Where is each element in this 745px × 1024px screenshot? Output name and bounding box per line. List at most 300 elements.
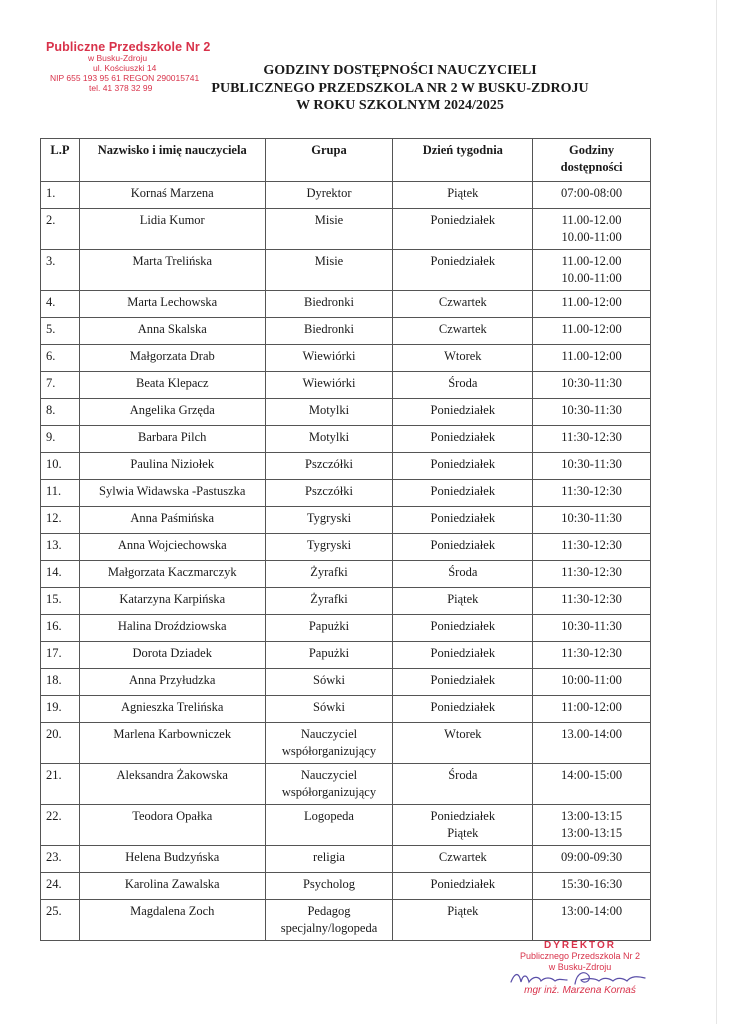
cell-lp: [41, 480, 80, 507]
cell-lp: [41, 588, 80, 615]
cell-group-text: Wiewiórki: [302, 376, 356, 390]
table-row: [41, 480, 651, 507]
cell-day: [393, 805, 533, 846]
cell-hours: [533, 182, 651, 209]
cell-hours: [533, 426, 651, 453]
cell-lp: [41, 561, 80, 588]
cell-group-text: Pszczółki: [305, 457, 353, 471]
cell-hours: [533, 588, 651, 615]
cell-group-text: Motylki: [308, 430, 350, 444]
table-row: [41, 723, 651, 764]
cell-day: [393, 426, 533, 453]
cell-name-text: Aleksandra Żakowska: [116, 768, 228, 782]
cell-group: [265, 696, 393, 723]
cell-name: [79, 764, 265, 805]
cell-group-text: Sówki: [313, 673, 345, 687]
cell-day: [393, 372, 533, 399]
table-row: [41, 873, 651, 900]
cell-group-text: Pedagog: [307, 904, 351, 918]
stamp-name: Publiczne Przedszkole Nr 2: [46, 40, 211, 54]
cell-hours-text: 13.00-14:00: [561, 727, 622, 741]
cell-hours: [533, 669, 651, 696]
cell-day: [393, 250, 533, 291]
cell-hours: [533, 209, 651, 250]
cell-lp-text: 22.: [46, 809, 62, 823]
cell-hours: [533, 561, 651, 588]
cell-day: [393, 615, 533, 642]
cell-name: [79, 642, 265, 669]
cell-lp-text: 11.: [46, 484, 62, 498]
cell-day-text: Poniedziałek: [430, 213, 496, 227]
table-row: [41, 372, 651, 399]
cell-group: [265, 873, 393, 900]
cell-group: [265, 561, 393, 588]
cell-name-text: Magdalena Zoch: [130, 904, 215, 918]
cell-name-text: Beata Klepacz: [135, 376, 209, 390]
cell-name: [79, 561, 265, 588]
title-line-2: PUBLICZNEGO PRZEDSZKOLA NR 2 W BUSKU-ZDROJU: [211, 80, 589, 96]
table-row: [41, 900, 651, 941]
cell-group: [265, 182, 393, 209]
cell-day-text: Poniedziałek: [430, 673, 496, 687]
cell-name: [79, 480, 265, 507]
cell-group: [265, 250, 393, 291]
cell-name-text: Teodora Opałka: [132, 809, 213, 823]
cell-day: [393, 669, 533, 696]
table-row: [41, 669, 651, 696]
cell-name: [79, 723, 265, 764]
signature-name: mgr inż. Marzena Kornaś: [524, 985, 636, 996]
cell-name-text: Barbara Pilch: [138, 430, 207, 444]
cell-day-text: Wtorek: [444, 727, 482, 741]
cell-day: [393, 588, 533, 615]
cell-lp: [41, 182, 80, 209]
cell-hours: [533, 846, 651, 873]
cell-group: [265, 588, 393, 615]
cell-hours-text: 10:30-11:30: [561, 619, 622, 633]
cell-name: [79, 669, 265, 696]
cell-hours-text: 10:30-11:30: [561, 511, 622, 525]
cell-hours: [533, 764, 651, 805]
cell-group-text: Motylki: [308, 403, 350, 417]
cell-hours-text: 13:00-13:15: [561, 809, 623, 823]
cell-group-text: Żyrafki: [310, 565, 348, 579]
cell-name-text: Marta Trelińska: [132, 254, 212, 268]
cell-name-text: Anna Skalska: [137, 322, 207, 336]
cell-day-text: Poniedziałek: [430, 457, 496, 471]
cell-day: [393, 764, 533, 805]
cell-day: [393, 561, 533, 588]
cell-hours-text: 13:00-14:00: [561, 904, 623, 918]
cell-hours: [533, 250, 651, 291]
cell-lp: [41, 453, 80, 480]
cell-day-text: Piątek: [447, 592, 479, 606]
cell-hours: [533, 291, 651, 318]
header-day: Dzień tygodnia: [393, 139, 533, 182]
cell-name: [79, 846, 265, 873]
cell-group-text: Biedronki: [304, 322, 354, 336]
cell-day-text: Piątek: [447, 186, 479, 200]
cell-lp: [41, 345, 80, 372]
cell-lp-text: 17.: [46, 646, 62, 660]
cell-day: [393, 723, 533, 764]
cell-group-text: Wiewiórki: [302, 349, 356, 363]
cell-hours: [533, 372, 651, 399]
table-row: [41, 291, 651, 318]
cell-day: [393, 182, 533, 209]
cell-group-text: Papużki: [308, 646, 350, 660]
cell-lp-text: 20.: [46, 727, 62, 741]
cell-lp: [41, 642, 80, 669]
cell-group: [265, 480, 393, 507]
cell-day: [393, 696, 533, 723]
cell-name-text: Katarzyna Karpińska: [119, 592, 226, 606]
cell-day: [393, 480, 533, 507]
cell-name: [79, 507, 265, 534]
header-name: Nazwisko i imię nauczyciela: [79, 139, 265, 182]
cell-hours-text: 11:30-12:30: [561, 565, 622, 579]
cell-hours: [533, 507, 651, 534]
table-row: [41, 696, 651, 723]
cell-lp: [41, 372, 80, 399]
cell-group: [265, 453, 393, 480]
cell-group: [265, 669, 393, 696]
cell-group-text: Biedronki: [304, 295, 354, 309]
cell-name-text: Angelika Grzęda: [129, 403, 215, 417]
signature-role: DYREKTOR: [544, 940, 616, 951]
cell-lp: [41, 805, 80, 846]
cell-day: [393, 642, 533, 669]
cell-name-text: Marlena Karbowniczek: [113, 727, 232, 741]
cell-day-text: Poniedziałek: [430, 809, 496, 823]
cell-day: [393, 846, 533, 873]
cell-day-text: Poniedziałek: [430, 254, 496, 268]
cell-lp-text: 5.: [46, 322, 56, 336]
table-row: [41, 453, 651, 480]
cell-lp-text: 12.: [46, 511, 62, 525]
cell-day-line-2: Piątek: [447, 826, 479, 840]
header-hours: [533, 139, 651, 182]
cell-lp-text: 16.: [46, 619, 62, 633]
cell-group-text: Psycholog: [302, 877, 356, 891]
cell-group-text: Żyrafki: [310, 592, 348, 606]
cell-hours: [533, 615, 651, 642]
cell-name-text: Kornaś Marzena: [130, 186, 214, 200]
cell-hours-text: 10:30-11:30: [561, 376, 622, 390]
cell-day-text: Środa: [448, 376, 478, 390]
cell-name: [79, 426, 265, 453]
cell-lp-text: 2.: [46, 213, 56, 227]
cell-hours-text: 11.00-12:00: [561, 322, 622, 336]
cell-group-line-2: współorganizujący: [281, 744, 377, 758]
cell-group-text: Pszczółki: [305, 484, 353, 498]
cell-hours-text: 11.00-12.00: [561, 254, 622, 268]
document-title: [180, 62, 620, 115]
cell-group-text: Dyrektor: [306, 186, 352, 200]
cell-hours: [533, 453, 651, 480]
cell-name-text: Anna Wojciechowska: [117, 538, 227, 552]
cell-lp-text: 21.: [46, 768, 62, 782]
director-signature-stamp: [505, 940, 655, 996]
cell-lp-text: 10.: [46, 457, 62, 471]
cell-hours-text: 14:00-15:00: [561, 768, 623, 782]
cell-hours-line-2: 10.00-11:00: [561, 271, 622, 285]
cell-name-text: Halina Droździowska: [117, 619, 227, 633]
cell-name: [79, 534, 265, 561]
cell-day: [393, 507, 533, 534]
availability-table: [40, 138, 651, 941]
cell-name: [79, 209, 265, 250]
cell-day-text: Piątek: [447, 904, 479, 918]
cell-name: [79, 318, 265, 345]
cell-group: [265, 846, 393, 873]
cell-hours: [533, 696, 651, 723]
cell-hours-text: 11.00-12:00: [561, 349, 622, 363]
cell-group-text: Sówki: [313, 700, 345, 714]
cell-day-text: Poniedziałek: [430, 646, 496, 660]
cell-hours-text: 10:30-11:30: [561, 457, 622, 471]
table-row: [41, 642, 651, 669]
cell-group-text: Tygryski: [306, 538, 352, 552]
cell-group-line-2: współorganizujący: [281, 785, 377, 799]
cell-day-text: Czwartek: [438, 850, 487, 864]
cell-name: [79, 588, 265, 615]
cell-lp-text: 14.: [46, 565, 62, 579]
cell-day-text: Środa: [448, 768, 478, 782]
cell-lp-text: 18.: [46, 673, 62, 687]
table-row: [41, 588, 651, 615]
cell-name: [79, 345, 265, 372]
cell-lp-text: 13.: [46, 538, 62, 552]
cell-day: [393, 291, 533, 318]
cell-name-text: Dorota Dziadek: [132, 646, 212, 660]
cell-lp-text: 3.: [46, 254, 56, 268]
cell-name-text: Lidia Kumor: [139, 213, 205, 227]
table-row: [41, 615, 651, 642]
cell-day-text: Poniedziałek: [430, 619, 496, 633]
cell-name-text: Małgorzata Kaczmarczyk: [107, 565, 237, 579]
cell-lp-text: 19.: [46, 700, 62, 714]
signature-institution: Publicznego Przedszkola Nr 2: [519, 951, 641, 961]
cell-name-text: Anna Przyłudzka: [129, 673, 216, 687]
cell-hours-text: 09:00-09:30: [561, 850, 623, 864]
cell-lp: [41, 507, 80, 534]
cell-day-text: Czwartek: [438, 295, 487, 309]
cell-name: [79, 399, 265, 426]
table-row: [41, 399, 651, 426]
cell-name: [79, 696, 265, 723]
cell-lp: [41, 696, 80, 723]
cell-day: [393, 318, 533, 345]
cell-group: [265, 615, 393, 642]
cell-lp: [41, 209, 80, 250]
handwritten-signature: [505, 968, 655, 990]
cell-day-text: Poniedziałek: [430, 877, 496, 891]
cell-hours: [533, 900, 651, 941]
cell-lp: [41, 900, 80, 941]
cell-group: [265, 291, 393, 318]
cell-hours-text: 10:30-11:30: [561, 403, 622, 417]
cell-name-text: Paulina Niziołek: [130, 457, 215, 471]
cell-day-text: Poniedziałek: [430, 403, 496, 417]
table-row: [41, 846, 651, 873]
scan-edge-line: [716, 0, 717, 1024]
stamp-nip: NIP 655 193 95 61 REGON 290015741: [50, 72, 200, 83]
header-hours-line-1: Godziny: [569, 143, 615, 157]
cell-name-text: Małgorzata Drab: [129, 349, 215, 363]
cell-name: [79, 453, 265, 480]
cell-hours-text: 07:00-08:00: [561, 186, 623, 200]
header-lp: L.P: [41, 139, 80, 182]
cell-lp: [41, 291, 80, 318]
cell-name-text: Agnieszka Trelińska: [121, 700, 224, 714]
cell-lp: [41, 873, 80, 900]
cell-lp-text: 25.: [46, 904, 62, 918]
cell-lp: [41, 764, 80, 805]
cell-lp: [41, 250, 80, 291]
header-group: Grupa: [265, 139, 393, 182]
cell-group-line-2: specjalny/logopeda: [280, 921, 378, 935]
cell-group-text: Misie: [314, 213, 344, 227]
cell-hours-text: 11:30-12:30: [561, 646, 622, 660]
cell-lp-text: 7.: [46, 376, 56, 390]
signature-town: w Busku-Zdroju: [548, 962, 612, 972]
cell-hours-text: 11.00-12.00: [561, 213, 622, 227]
title-line-1: GODZINY DOSTĘPNOŚCI NAUCZYCIELI: [263, 63, 537, 78]
table-row: [41, 805, 651, 846]
cell-name: [79, 805, 265, 846]
cell-day-text: Poniedziałek: [430, 700, 496, 714]
cell-hours-text: 11:00-12:00: [561, 700, 622, 714]
cell-lp: [41, 669, 80, 696]
cell-group-text: Misie: [314, 254, 344, 268]
stamp-street: ul. Kościuszki 14: [93, 63, 157, 74]
table-row: [41, 209, 651, 250]
cell-group-text: Tygryski: [306, 511, 352, 525]
cell-group: [265, 534, 393, 561]
title-line-3: W ROKU SZKOLNYM 2024/2025: [296, 98, 504, 113]
cell-hours: [533, 873, 651, 900]
cell-name: [79, 372, 265, 399]
cell-day: [393, 209, 533, 250]
cell-hours-line-2: 10.00-11:00: [561, 230, 622, 244]
cell-group-text: religia: [313, 850, 345, 864]
cell-name-text: Karolina Zawalska: [124, 877, 220, 891]
header-hours-line-2: dostępności: [560, 160, 623, 174]
cell-lp: [41, 318, 80, 345]
cell-lp-text: 4.: [46, 295, 56, 309]
cell-day-text: Poniedziałek: [430, 484, 496, 498]
cell-hours-line-2: 13:00-13:15: [561, 826, 623, 840]
cell-name: [79, 615, 265, 642]
cell-hours: [533, 345, 651, 372]
cell-day: [393, 345, 533, 372]
cell-lp: [41, 426, 80, 453]
cell-lp: [41, 615, 80, 642]
cell-hours: [533, 534, 651, 561]
cell-hours: [533, 805, 651, 846]
cell-group: [265, 642, 393, 669]
cell-lp: [41, 399, 80, 426]
cell-day-text: Poniedziałek: [430, 538, 496, 552]
cell-hours: [533, 318, 651, 345]
cell-day: [393, 453, 533, 480]
cell-group: [265, 805, 393, 846]
stamp-town: w Busku-Zdroju: [88, 53, 148, 64]
cell-hours-text: 11:30-12:30: [561, 484, 622, 498]
stamp-tel: tel. 41 378 32 99: [89, 82, 153, 93]
table-row: [41, 507, 651, 534]
cell-hours-text: 11:30-12:30: [561, 592, 622, 606]
cell-lp-text: 24.: [46, 877, 62, 891]
cell-group: [265, 372, 393, 399]
cell-hours-text: 10:00-11:00: [561, 673, 622, 687]
cell-day: [393, 399, 533, 426]
cell-day-text: Środa: [448, 565, 478, 579]
cell-lp: [41, 846, 80, 873]
cell-hours-text: 11:30-12:30: [561, 538, 622, 552]
cell-name: [79, 182, 265, 209]
cell-day-text: Wtorek: [444, 349, 482, 363]
table-row: [41, 250, 651, 291]
table-body: [41, 182, 651, 941]
cell-hours: [533, 723, 651, 764]
cell-day-text: Czwartek: [438, 322, 487, 336]
cell-day-text: Poniedziałek: [430, 430, 496, 444]
cell-day: [393, 900, 533, 941]
cell-name-text: Helena Budzyńska: [125, 850, 220, 864]
cell-group: [265, 900, 393, 941]
table-row: [41, 426, 651, 453]
cell-lp: [41, 534, 80, 561]
cell-group: [265, 318, 393, 345]
cell-lp-text: 15.: [46, 592, 62, 606]
cell-hours-text: 11.00-12:00: [561, 295, 622, 309]
cell-lp-text: 23.: [46, 850, 62, 864]
cell-group: [265, 507, 393, 534]
cell-group-text: Papużki: [308, 619, 350, 633]
cell-name: [79, 250, 265, 291]
cell-hours: [533, 642, 651, 669]
cell-hours: [533, 480, 651, 507]
cell-group-text: Nauczyciel: [300, 768, 358, 782]
table-row: [41, 318, 651, 345]
table-row: [41, 764, 651, 805]
cell-day: [393, 873, 533, 900]
cell-day-text: Poniedziałek: [430, 511, 496, 525]
cell-hours-text: 11:30-12:30: [561, 430, 622, 444]
cell-group: [265, 764, 393, 805]
table-header-row: [41, 139, 651, 182]
cell-group-text: Nauczyciel: [300, 727, 358, 741]
cell-group: [265, 209, 393, 250]
cell-day: [393, 534, 533, 561]
cell-name-text: Sylwia Widawska -Pastuszka: [99, 484, 246, 498]
cell-lp-text: 8.: [46, 403, 56, 417]
table-row: [41, 345, 651, 372]
cell-name: [79, 291, 265, 318]
cell-name: [79, 900, 265, 941]
cell-lp: [41, 723, 80, 764]
cell-group: [265, 345, 393, 372]
cell-name: [79, 873, 265, 900]
cell-hours-text: 15:30-16:30: [561, 877, 623, 891]
table-row: [41, 561, 651, 588]
cell-name-text: Anna Paśmińska: [130, 511, 215, 525]
cell-name-text: Marta Lechowska: [127, 295, 218, 309]
cell-lp-text: 1.: [46, 186, 56, 200]
cell-group: [265, 723, 393, 764]
